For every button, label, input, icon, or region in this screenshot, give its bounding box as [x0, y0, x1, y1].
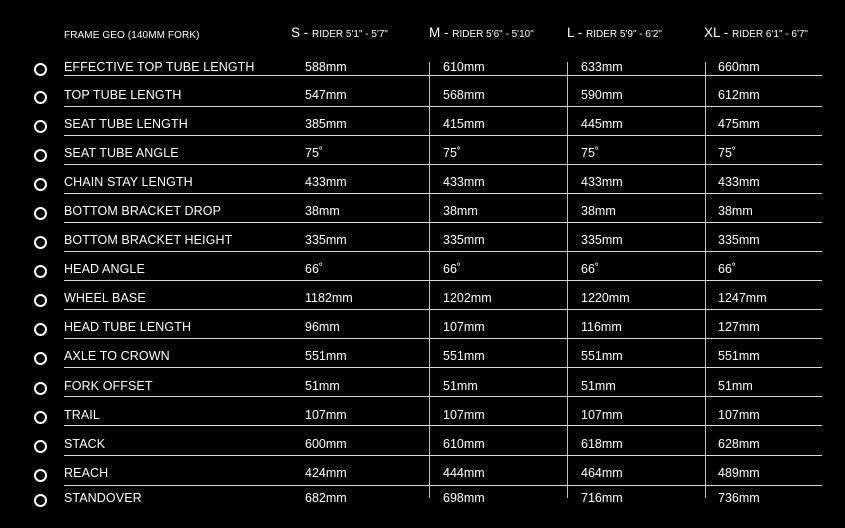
ring-bullet-icon [34, 382, 47, 395]
value-size-m: 107mm [443, 408, 485, 422]
value-size-m: 66˚ [443, 262, 462, 276]
value-size-m: 415mm [443, 117, 485, 131]
value-size-m: 75˚ [443, 146, 462, 160]
value-size-s: 107mm [305, 408, 347, 422]
value-size-xl: 612mm [718, 88, 760, 102]
value-size-m: 551mm [443, 349, 485, 363]
value-size-xl: 433mm [718, 175, 760, 189]
size-letter: S [291, 25, 301, 40]
size-header-s [291, 24, 388, 42]
row-label: STACK [64, 437, 106, 451]
ring-bullet-icon [34, 294, 47, 307]
value-size-l: 618mm [581, 437, 623, 451]
value-size-m: 444mm [443, 466, 485, 480]
value-size-s: 551mm [305, 349, 347, 363]
ring-bullet-icon [34, 149, 47, 162]
value-size-xl: 335mm [718, 233, 760, 247]
row-rule [64, 396, 822, 397]
value-size-xl: 127mm [718, 320, 760, 334]
size-separator: - [574, 25, 587, 40]
ring-bullet-icon [34, 265, 47, 278]
value-size-s: 588mm [305, 60, 347, 74]
value-size-s: 600mm [305, 437, 347, 451]
value-size-xl: 66˚ [718, 262, 737, 276]
value-size-m: 610mm [443, 437, 485, 451]
row-rule [64, 367, 822, 368]
value-size-l: 716mm [581, 491, 623, 505]
ring-bullet-icon [34, 352, 47, 365]
value-size-xl: 38mm [718, 204, 753, 218]
row-label: STANDOVER [64, 491, 142, 505]
value-size-m: 568mm [443, 88, 485, 102]
row-label: BOTTOM BRACKET HEIGHT [64, 233, 233, 247]
table-row [0, 491, 845, 513]
size-separator: - [720, 25, 733, 40]
row-rule [64, 251, 822, 252]
ring-bullet-icon [34, 469, 47, 482]
value-size-xl: 551mm [718, 349, 760, 363]
value-size-m: 433mm [443, 175, 485, 189]
table-row [0, 60, 845, 82]
value-size-l: 551mm [581, 349, 623, 363]
value-size-m: 335mm [443, 233, 485, 247]
ring-bullet-icon [34, 440, 47, 453]
ring-bullet-icon [34, 91, 47, 104]
value-size-l: 464mm [581, 466, 623, 480]
value-size-l: 116mm [581, 320, 622, 334]
value-size-m: 51mm [443, 379, 478, 393]
size-separator: - [440, 25, 453, 40]
value-size-s: 51mm [305, 379, 340, 393]
value-size-l: 66˚ [581, 262, 600, 276]
value-size-s: 75˚ [305, 146, 324, 160]
value-size-l: 633mm [581, 60, 623, 74]
value-size-xl: 628mm [718, 437, 760, 451]
value-size-xl: 1247mm [718, 291, 767, 305]
ring-bullet-icon [34, 207, 47, 220]
value-size-s: 335mm [305, 233, 347, 247]
row-rule [64, 135, 822, 136]
row-label: SEAT TUBE ANGLE [64, 146, 179, 160]
value-size-xl: 75˚ [718, 146, 737, 160]
row-label: FORK OFFSET [64, 379, 153, 393]
ring-bullet-icon [34, 120, 47, 133]
value-size-xl: 51mm [718, 379, 753, 393]
row-label: REACH [64, 466, 109, 480]
ring-bullet-icon [34, 323, 47, 336]
value-size-m: 1202mm [443, 291, 492, 305]
row-rule [64, 164, 822, 165]
row-rule [64, 193, 822, 194]
size-rider-range: RIDER 6'1" - 6'7" [732, 29, 808, 40]
value-size-l: 445mm [581, 117, 623, 131]
value-size-s: 682mm [305, 491, 347, 505]
table-header [0, 24, 845, 46]
value-size-l: 1220mm [581, 291, 630, 305]
row-rule [64, 222, 822, 223]
row-rule [64, 485, 822, 486]
ring-bullet-icon [34, 494, 47, 507]
value-size-l: 75˚ [581, 146, 600, 160]
value-size-xl: 489mm [718, 466, 760, 480]
value-size-xl: 107mm [718, 408, 760, 422]
value-size-l: 38mm [581, 204, 616, 218]
value-size-l: 335mm [581, 233, 623, 247]
row-rule [64, 75, 822, 76]
row-label: TRAIL [64, 408, 100, 422]
value-size-xl: 660mm [718, 60, 760, 74]
ring-bullet-icon [34, 236, 47, 249]
size-letter: XL [704, 25, 721, 40]
value-size-l: 107mm [581, 408, 623, 422]
size-header-m [429, 24, 534, 42]
value-size-s: 385mm [305, 117, 347, 131]
row-rule [64, 309, 822, 310]
size-letter: L [567, 25, 575, 40]
size-rider-range: RIDER 5'1" - 5'7" [312, 29, 388, 40]
row-label: HEAD TUBE LENGTH [64, 320, 192, 334]
value-size-s: 1182mm [305, 291, 353, 305]
table-title: FRAME GEO (140MM FORK) [64, 30, 200, 41]
row-rule [64, 455, 822, 456]
value-size-m: 38mm [443, 204, 478, 218]
ring-bullet-icon [34, 411, 47, 424]
row-rule [64, 106, 822, 107]
size-rider-range: RIDER 5'6" - 5'10" [452, 29, 534, 40]
row-label: BOTTOM BRACKET DROP [64, 204, 222, 218]
table-row [0, 408, 845, 430]
row-rule [64, 425, 822, 426]
row-rule [64, 338, 822, 339]
row-label: TOP TUBE LENGTH [64, 88, 182, 102]
value-size-l: 590mm [581, 88, 623, 102]
ring-bullet-icon [34, 178, 47, 191]
value-size-s: 38mm [305, 204, 340, 218]
size-separator: - [300, 25, 313, 40]
value-size-s: 66˚ [305, 262, 324, 276]
row-label: SEAT TUBE LENGTH [64, 117, 188, 131]
row-label: CHAIN STAY LENGTH [64, 175, 193, 189]
value-size-l: 433mm [581, 175, 623, 189]
value-size-xl: 736mm [718, 491, 760, 505]
row-rule [64, 280, 822, 281]
value-size-xl: 475mm [718, 117, 760, 131]
row-label: AXLE TO CROWN [64, 349, 170, 363]
table-row [0, 379, 845, 401]
size-rider-range: RIDER 5'9" - 6'2" [586, 29, 662, 40]
value-size-m: 698mm [443, 491, 485, 505]
size-header-xl [704, 24, 808, 42]
value-size-s: 96mm [305, 320, 340, 334]
size-header-l [567, 24, 662, 42]
value-size-s: 424mm [305, 466, 347, 480]
row-label: HEAD ANGLE [64, 262, 145, 276]
row-label: EFFECTIVE TOP TUBE LENGTH [64, 60, 255, 74]
value-size-m: 107mm [443, 320, 485, 334]
value-size-s: 433mm [305, 175, 347, 189]
value-size-l: 51mm [581, 379, 616, 393]
row-label: WHEEL BASE [64, 291, 146, 305]
size-letter: M [429, 25, 441, 40]
ring-bullet-icon [34, 63, 47, 76]
value-size-s: 547mm [305, 88, 347, 102]
value-size-m: 610mm [443, 60, 485, 74]
